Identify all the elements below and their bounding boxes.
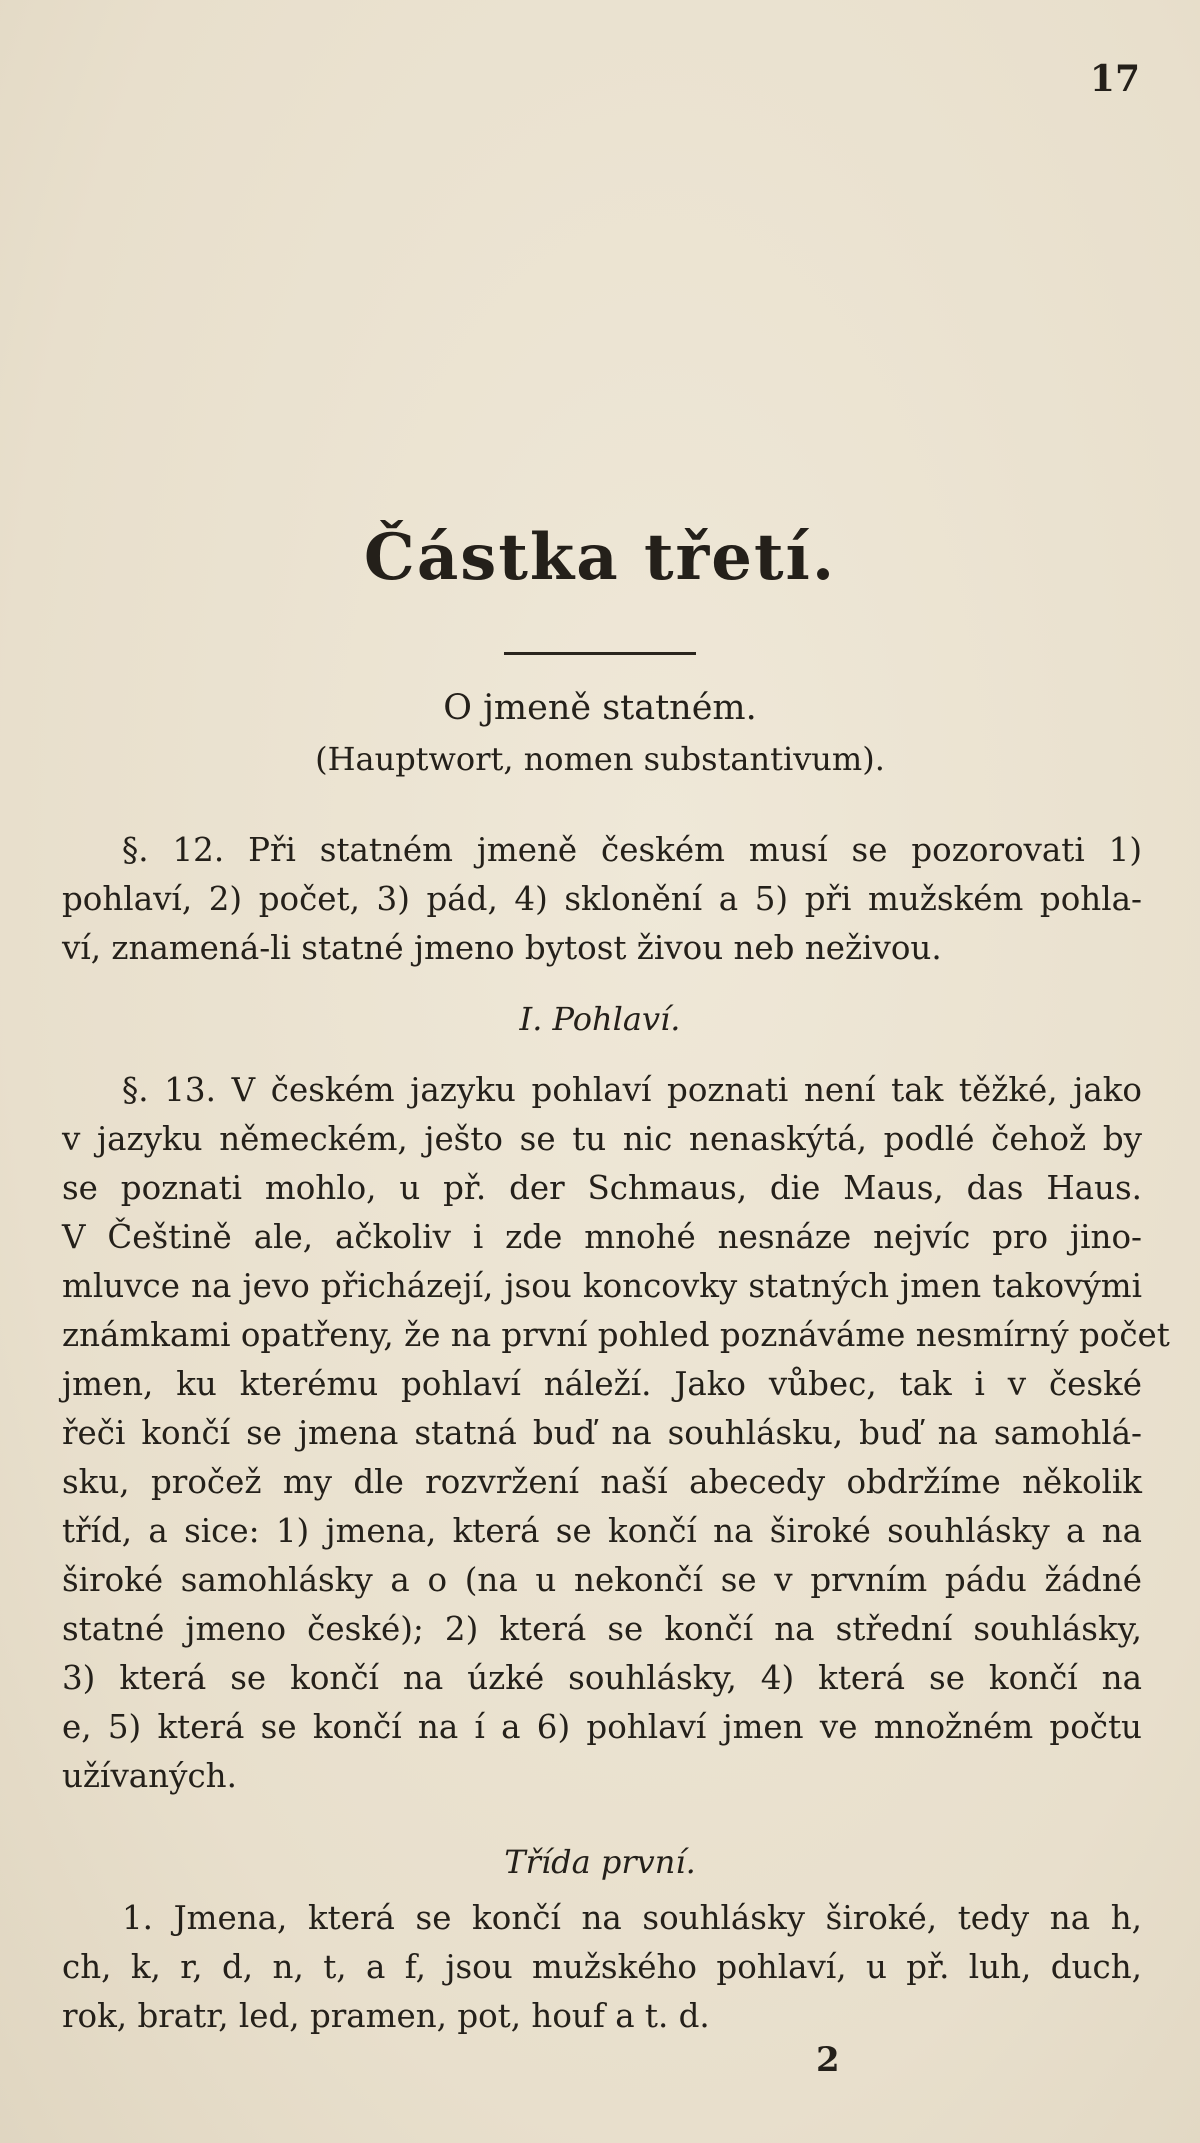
- text-line: řeči končí se jmena statná buď na souhlásku, buď na samohlá-: [62, 1414, 1142, 1452]
- text-line: se poznati mohlo, u př. der Schmaus, die Maus, das Haus.: [62, 1169, 1142, 1207]
- text-line: široké samohlásky a o (na u nekončí se v prvním pádu žádné: [62, 1561, 1142, 1599]
- text-line: užívaných.: [62, 1757, 237, 1795]
- text-line: §. 13. V českém jazyku pohlaví poznati není tak těžké, jako: [122, 1071, 1142, 1109]
- section-subtitle: O jmeně statném.: [443, 688, 757, 728]
- text-line: e, 5) která se končí na í a 6) pohlaví jmen ve množném počtu: [62, 1708, 1142, 1746]
- text-line: sku, pročež my dle rozvržení naší abecedy obdržíme několik: [62, 1463, 1142, 1501]
- text-line: známkami opatřeny, že na první pohled poznáváme nesmírný počet: [62, 1316, 1170, 1354]
- text-line: tříd, a sice: 1) jmena, která se končí na široké souhlásky a na: [62, 1512, 1142, 1550]
- text-line: v jazyku německém, ješto se tu nic nenaskýtá, podlé čehož by: [62, 1120, 1142, 1158]
- signature-mark: 2: [816, 2040, 840, 2080]
- text-line: V Češtině ale, ačkoliv i zde mnohé nesnáze nejvíc pro jino-: [62, 1218, 1142, 1256]
- text-line: 3) která se končí na úzké souhlásky, 4) která se končí na: [62, 1659, 1142, 1697]
- paragraph-1: [62, 1894, 1142, 2041]
- text-line: statné jmeno české); 2) která se končí na střední souhlásky,: [62, 1610, 1142, 1648]
- paragraph-13: [62, 1066, 1170, 1801]
- paragraph-12: [62, 826, 1142, 973]
- section-heading: I. Pohlaví.: [519, 1000, 681, 1038]
- text-line: mluvce na jevo přicházejí, jsou koncovky statných jmen takovými: [62, 1267, 1142, 1305]
- class-heading: Třída první.: [504, 1843, 696, 1881]
- text-line: pohlaví, 2) počet, 3) pád, 4) sklonění a 5) při mužském pohla-: [62, 880, 1142, 918]
- text-line: ch, k, r, d, n, t, a f, jsou mužského pohlaví, u př. luh, duch,: [62, 1948, 1142, 1986]
- section-subtitle-gloss: (Hauptwort, nomen substantivum).: [315, 740, 885, 778]
- page-number: 17: [1089, 58, 1140, 100]
- chapter-title: Částka třetí.: [363, 520, 837, 595]
- title-rule: [504, 652, 696, 655]
- text-line: jmen, ku kterému pohlaví náleží. Jako vůbec, tak i v české: [62, 1365, 1142, 1403]
- text-line: §. 12. Při statném jmeně českém musí se pozorovati 1): [122, 831, 1142, 869]
- text-line: rok, bratr, led, pramen, pot, houf a t. d.: [62, 1997, 710, 2035]
- text-line: ví, znamená-li statné jmeno bytost živou neb neživou.: [62, 929, 942, 967]
- text-line: 1. Jmena, která se končí na souhlásky široké, tedy na h,: [122, 1899, 1142, 1937]
